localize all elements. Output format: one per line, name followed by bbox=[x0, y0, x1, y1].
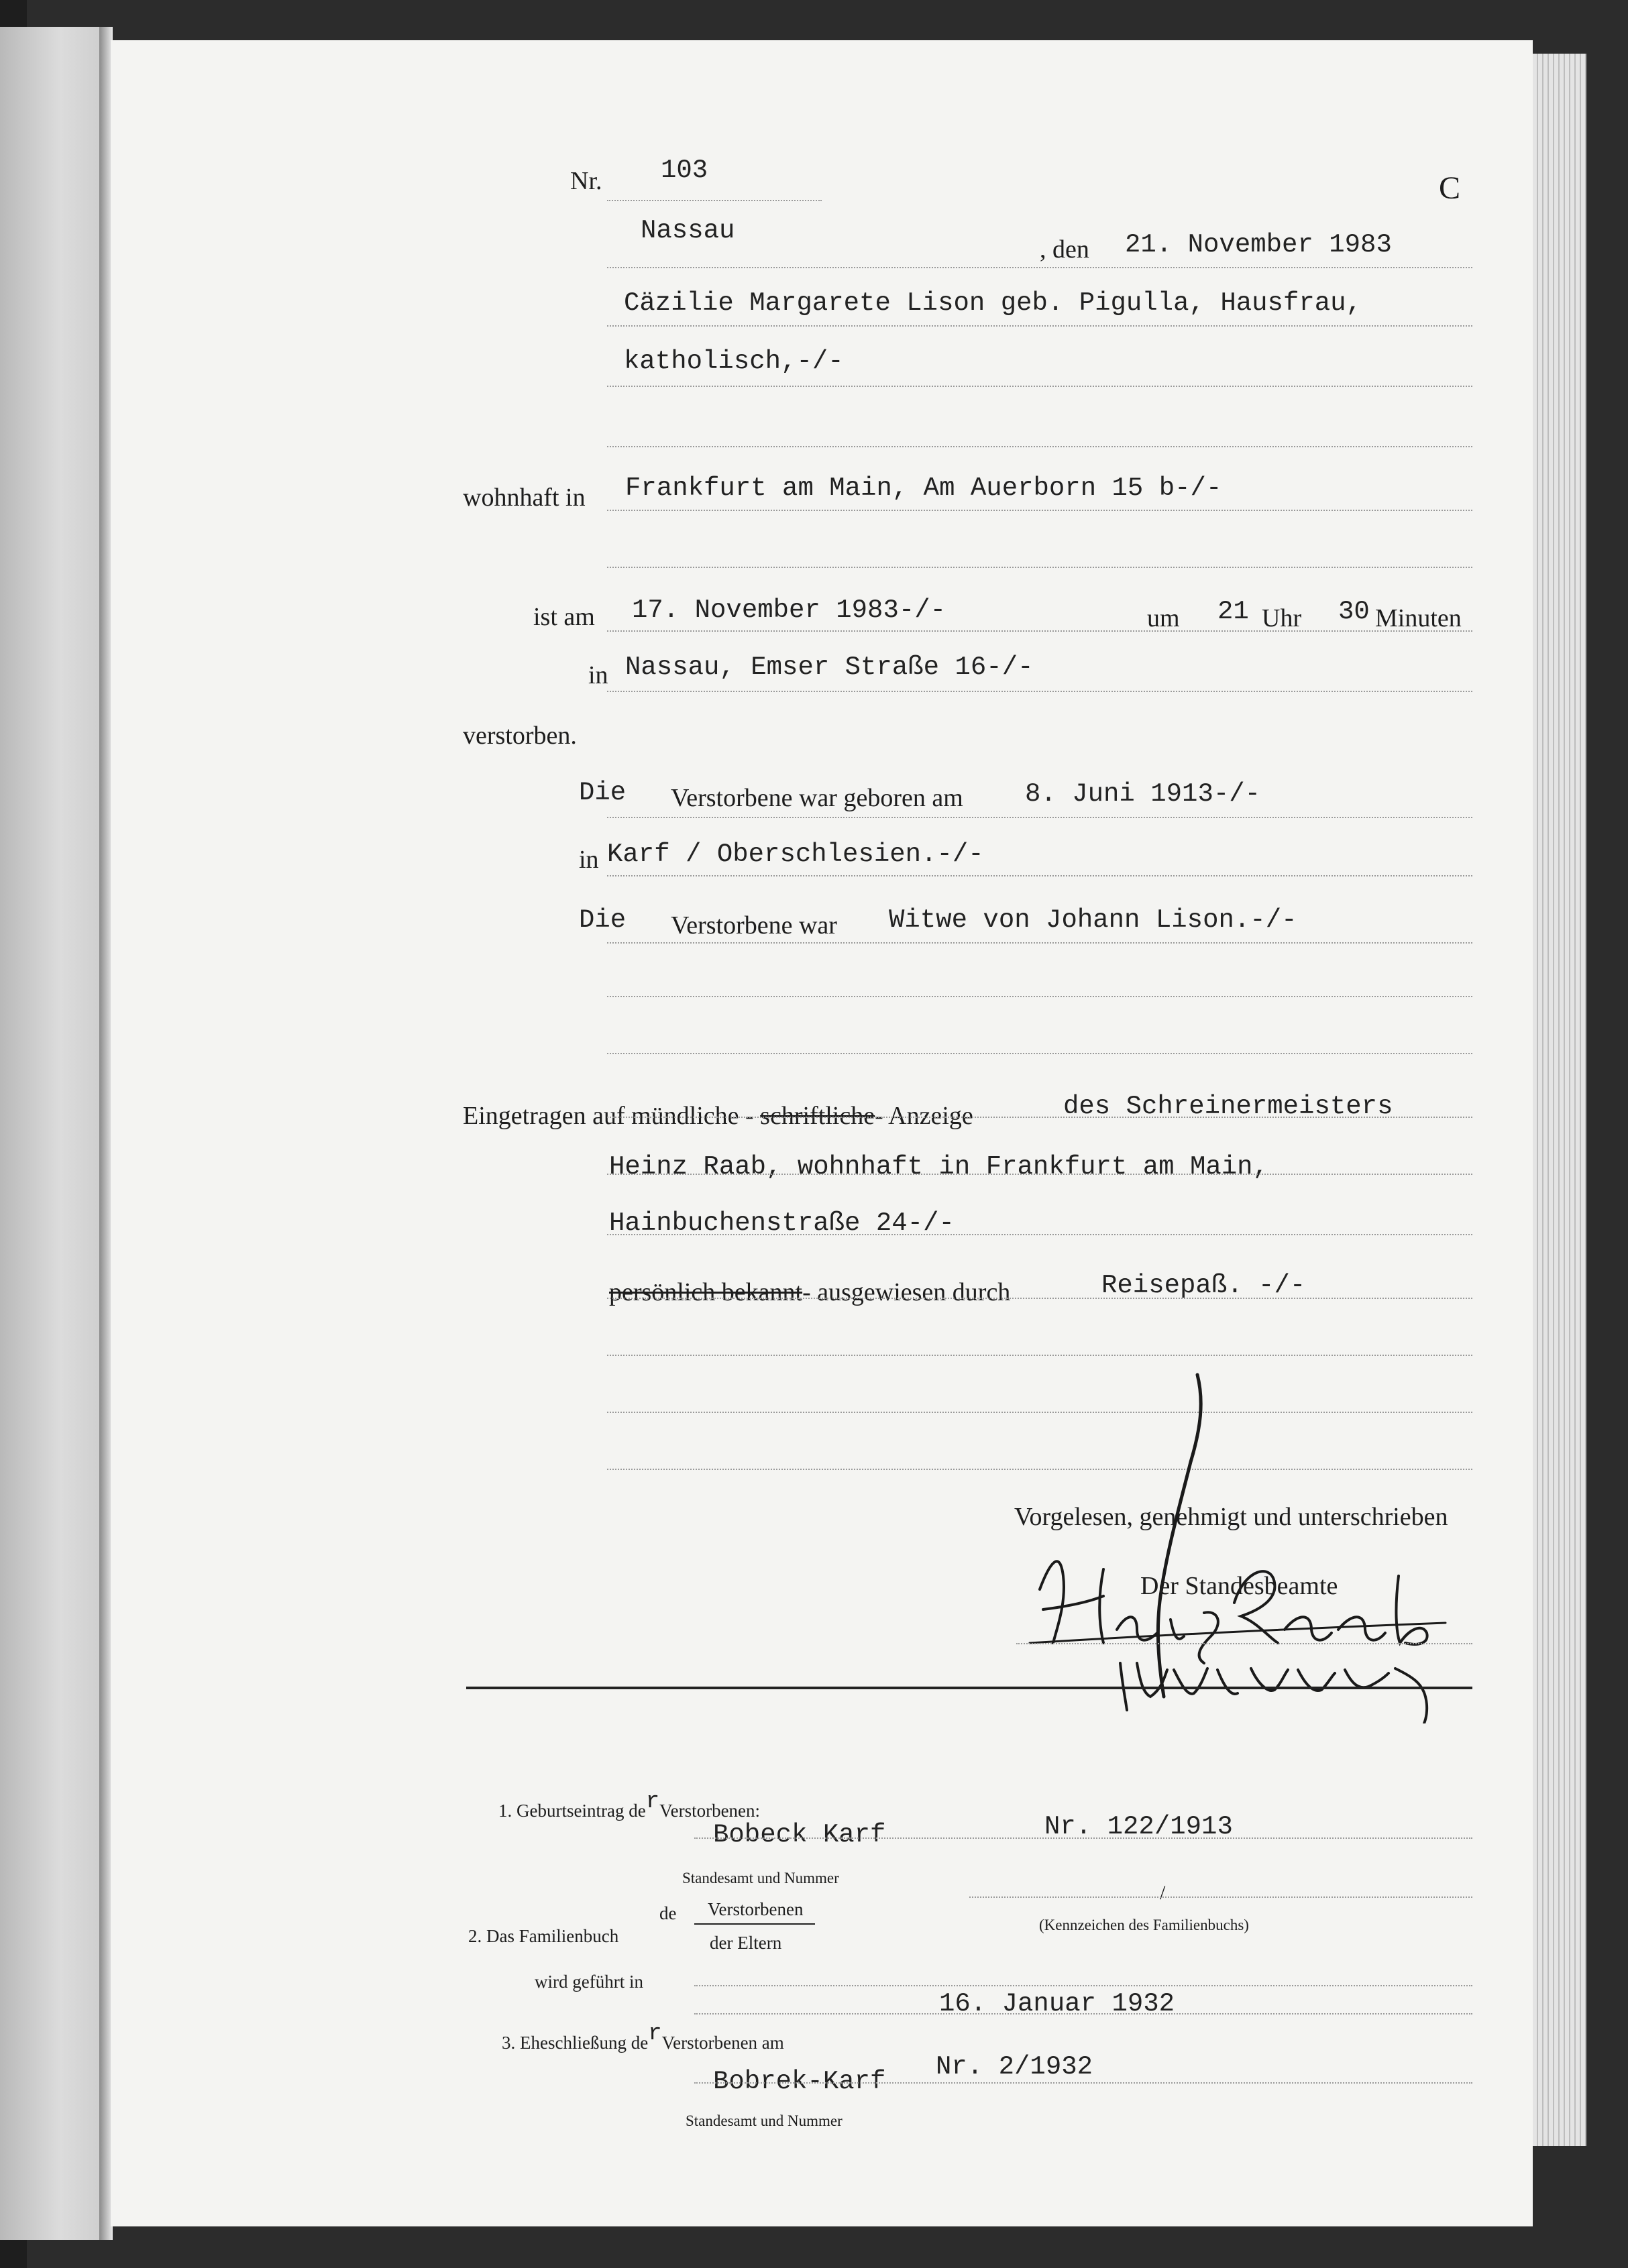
footnote-2-rule bbox=[969, 1896, 1472, 1898]
identification-rule bbox=[607, 1298, 1472, 1299]
death-date-rule bbox=[607, 630, 1472, 632]
nr-label: Nr. bbox=[570, 167, 602, 195]
footnote-1-caption: Standesamt und Nummer bbox=[682, 1870, 839, 1886]
reporter-line-2: Heinz Raab, wohnhaft in Frankfurt am Main, bbox=[609, 1152, 1268, 1182]
footnote-3-caption: Standesamt und Nummer bbox=[686, 2112, 843, 2129]
birth-die-2: Die bbox=[579, 905, 627, 935]
uhr-label: Uhr bbox=[1262, 604, 1302, 632]
birth-place: Karf / Oberschlesien.-/- bbox=[607, 840, 984, 869]
status-rule bbox=[607, 942, 1472, 944]
death-hour: 21 bbox=[1217, 597, 1249, 626]
handwritten-signatures-icon bbox=[1003, 1348, 1486, 1723]
footnote-2-option-deceased: Verstorbenen bbox=[708, 1899, 804, 1919]
footnote-3-office: Bobrek-Karf bbox=[713, 2067, 886, 2096]
death-place-rule bbox=[607, 691, 1472, 692]
footnote-separator bbox=[466, 1687, 1472, 1689]
footnote-2-rule-2 bbox=[694, 1985, 1472, 1986]
death-place: Nassau, Emser Straße 16-/- bbox=[625, 653, 1034, 682]
footnote-2-label: 2. Das Familienbuch bbox=[468, 1926, 619, 1946]
person-line-2: katholisch,-/- bbox=[624, 347, 844, 376]
den-label: , den bbox=[1040, 235, 1089, 264]
blank-rule-1 bbox=[607, 996, 1472, 997]
minuten-label: Minuten bbox=[1375, 604, 1462, 632]
death-date: 17. November 1983-/- bbox=[632, 596, 946, 625]
report-label: Eingetragen auf mündliche - schriftliche- Anzeige bbox=[463, 1102, 973, 1130]
birth-date: 8. Juni 1913-/- bbox=[1025, 779, 1261, 809]
residence-value: Frankfurt am Main, Am Auerborn 15 b-/- bbox=[625, 473, 1222, 503]
person-line-1-rule bbox=[607, 325, 1472, 327]
marital-status: Witwe von Johann Lison.-/- bbox=[889, 905, 1297, 935]
registrar-label: Der Standesbeamte bbox=[1140, 1572, 1338, 1600]
footnote-2-wird: wird geführt in bbox=[535, 1972, 643, 1992]
status-label: Verstorbene war bbox=[671, 911, 837, 940]
footnote-1-label: 1. Geburtseintrag derVerstorbenen: bbox=[498, 1789, 761, 1821]
birth-place-label: in bbox=[579, 846, 599, 874]
death-place-label: in bbox=[588, 661, 608, 689]
footnote-2-de: de bbox=[659, 1903, 677, 1923]
place: Nassau bbox=[641, 216, 735, 245]
footnote-2-option-divider bbox=[694, 1923, 815, 1925]
footnote-1-office: Bobeck Karf bbox=[713, 1820, 886, 1850]
person-line-2-rule bbox=[607, 386, 1472, 387]
struck-option-known: persönlich bekannt bbox=[609, 1278, 803, 1306]
footnote-1-number: Nr. 122/1913 bbox=[1044, 1812, 1233, 1841]
registrar-signature-rule bbox=[1016, 1643, 1472, 1644]
identification-document: Reisepaß. -/- bbox=[1101, 1271, 1306, 1300]
identification-label: persönlich bekannt- ausgewiesen durch bbox=[609, 1278, 1011, 1306]
footnote-3-date: 16. Januar 1932 bbox=[939, 1989, 1175, 2019]
footnote-2-caption: (Kennzeichen des Familienbuchs) bbox=[1039, 1917, 1249, 1933]
previous-page-edge bbox=[0, 27, 101, 2240]
footnote-2-option-parents: der Eltern bbox=[710, 1933, 782, 1953]
um-label: um bbox=[1147, 604, 1180, 632]
residence-rule-2 bbox=[607, 567, 1472, 568]
footnote-3-label: 3. Eheschließung derVerstorbenen am bbox=[502, 2021, 784, 2053]
birth-place-rule bbox=[607, 875, 1472, 876]
birth-die-1: Die bbox=[579, 778, 627, 807]
footnote-3-rule bbox=[694, 2082, 1472, 2084]
reporter-rule-3 bbox=[607, 1234, 1472, 1235]
verstorben-label: verstorben. bbox=[463, 722, 577, 750]
reporter-line-1: des Schreinermeisters bbox=[1063, 1092, 1393, 1121]
residence-label: wohnhaft in bbox=[463, 484, 586, 512]
entry-date: 21. November 1983 bbox=[1125, 230, 1392, 260]
reporter-rule-2 bbox=[607, 1174, 1472, 1175]
footnote-3-number: Nr. 2/1932 bbox=[936, 2052, 1093, 2082]
entry-number: 103 bbox=[661, 156, 708, 185]
reporter-line-3: Hainbuchenstraße 24-/- bbox=[609, 1208, 955, 1238]
register-letter: C bbox=[1439, 170, 1461, 206]
birth-label: Verstorbene war geboren am bbox=[671, 784, 963, 812]
reporter-rule-1 bbox=[607, 1117, 1472, 1118]
birth-date-rule bbox=[607, 817, 1472, 818]
person-line-3-rule bbox=[607, 446, 1472, 447]
register-page bbox=[111, 40, 1533, 2226]
page-stack-edges bbox=[1533, 54, 1586, 2146]
nr-line bbox=[607, 200, 822, 201]
residence-rule bbox=[607, 510, 1472, 511]
footnote-3-date-rule bbox=[694, 2013, 1472, 2015]
place-date-line bbox=[607, 267, 1472, 268]
death-date-label: ist am bbox=[533, 603, 595, 631]
death-minutes: 30 bbox=[1338, 597, 1370, 626]
footnote-1-rule bbox=[694, 1837, 1472, 1839]
read-approved-label: Vorgelesen, genehmigt und unterschrieben bbox=[1014, 1503, 1448, 1531]
blank-rule-2 bbox=[607, 1053, 1472, 1054]
struck-option-written: schriftliche bbox=[760, 1102, 875, 1130]
person-line-1: Cäzilie Margarete Lison geb. Pigulla, Hausfrau, bbox=[624, 288, 1362, 318]
footnote-2-slash: / bbox=[1160, 1882, 1166, 1904]
